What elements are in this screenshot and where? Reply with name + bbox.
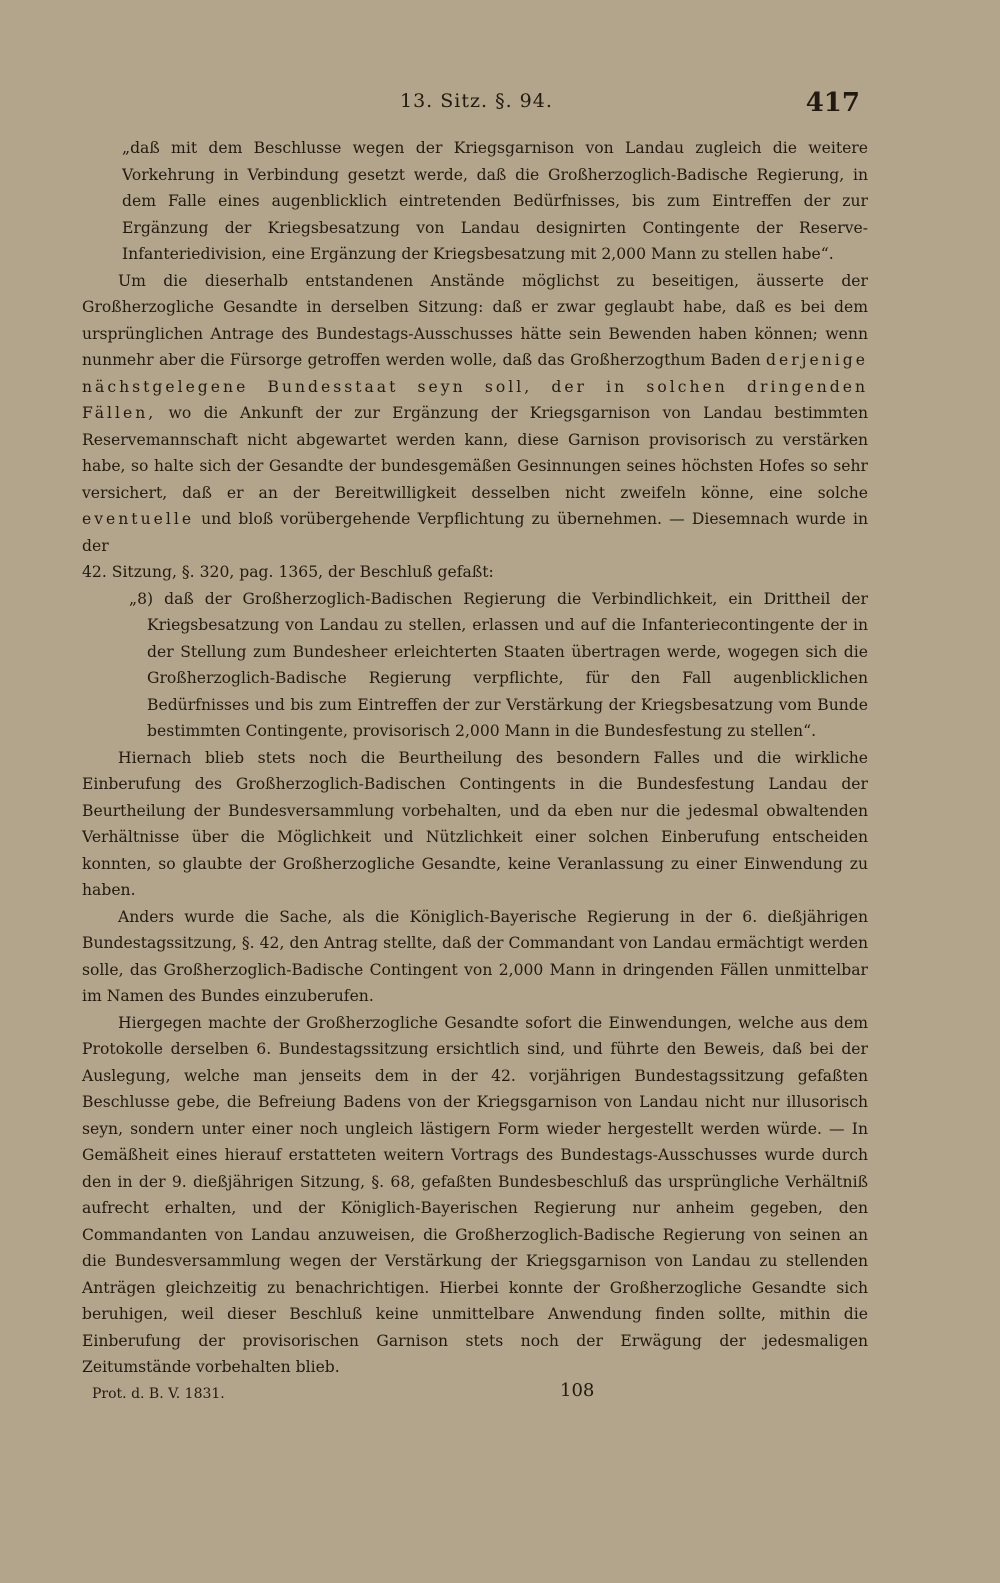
paragraph-text: Um die dieserhalb entstandenen Anstände möglichst zu beseitigen, äusserte der Großherzogliche Gesandte in derselben Sitzung: daß er zwar geglaubt habe, daß es bei dem ursprünglichen Antrage des Bundestags-Ausschusses hätte sein Bewenden haben können; wenn nunmehr aber die Fürsorge getroffen werden wolle, daß das Großherzogthum Baden: [82, 271, 868, 369]
page-footer: [82, 1380, 868, 1410]
signature-mark: Prot. d. B. V. 1831.: [92, 1386, 225, 1402]
spaced-emphasis: eventuelle: [82, 510, 195, 528]
paragraph-bavarian-motion: Anders wurde die Sache, als die Königlich-Bayerische Regierung in der 6. dießjährigen Bundestagssitzung, §. 42, den Antrag stellte, daß der Commandant von Landau ermächtigt werden solle, das Großherzoglich-Badische Contingent von 2,000 Mann in dringenden Fällen unmittelbar im Namen des Bundes einzuberufen.: [82, 907, 868, 1005]
sheet-number: 108: [560, 1380, 595, 1401]
session-reference: 42. Sitzung, §. 320, pag. 1365, der Beschluß gefaßt:: [82, 563, 494, 581]
paragraph-assessment: Hiernach blieb stets noch die Beurtheilung des besondern Falles und die wirkliche Einberufung des Großherzoglich-Badischen Contingents in die Bundesfestung Landau der Beurtheilung der Bundesversammlung vorbehalten, und da eben nur die jedesmal obwaltenden Verhältnisse über die Möglichkeit und Nützlichkeit einer solchen Einberufung entscheiden konnten, so glaubte der Großherzogliche Gesandte, keine Veranlassung zu einer Einwendung zu haben.: [82, 748, 868, 899]
paragraph-text: wo die Ankunft der zur Ergänzung der Kriegsgarnison von Landau bestimmten Reservemannschaft nicht abgewartet werden kann, diese Garnison provisorisch zu verstärken habe, so halte sich der Gesandte der bundesgemäßen Gesinnungen seines höchsten Hofes so sehr versichert, daß er an der Bereitwilligkeit desselben nicht zweifeln könne, eine solche: [82, 404, 868, 502]
body-text: [82, 135, 868, 1381]
page-header: [0, 88, 1000, 128]
paragraph-objections: Hiergegen machte der Großherzogliche Gesandte sofort die Einwendungen, welche aus dem Protokolle derselben 6. Bundestagssitzung ersichtlich sind, und führte den Beweis, daß bei der Auslegung, welche man jenseits dem in der 42. vorjährigen Bundestagssitzung gefaßten Beschlusse gebe, die Befreiung Badens von der Kriegsgarnison von Landau nicht nur illusorisch seyn, sondern unter einer noch ungleich lästigern Form wieder hergestellt werden würde. — In Gemäßheit eines hierauf erstatteten weitern Vortrags des Bundestags-Ausschusses wurde durch den in der 9. dießjährigen Sitzung, §. 68, gefaßten Bundesbeschluß das ursprüngliche Verhältniß aufrecht erhalten, und der Königlich-Bayerischen Regierung nur anheim gegeben, den Commandanten von Landau anzuweisen, die Großherzoglich-Badische Regierung von seinen an die Bundesversammlung wegen der Verstärkung der Kriegsgarnison von Landau zu stellenden Anträgen gleichzeitig zu benachrichtigen. Hierbei konnte der Großherzogliche Gesandte sich beruhigen, weil dieser Beschluß keine unmittelbare Anwendung finden sollte, mithin die Einberufung der provisorischen Garnison stets noch der Erwägung der jedesmaligen Zeitumstände vorbehalten blieb.: [82, 1013, 868, 1376]
spaced-emphasis: derjenige nächstgelegene Bundesstaat seyn soll, der in solchen dringenden Fällen,: [82, 351, 868, 422]
quoted-resolution-8: „8) daß der Großherzoglich-Badischen Regierung die Verbindlichkeit, ein Drittheil der Kriegsbesatzung von Landau zu stellen, erlassen und auf die Infanteriecontingente der in der Stellung zum Bundesheer erleichterten Staaten übertragen werde, wogegen sich die Großherzoglich-Badische Regierung verpflichte, für den Fall augenblicklichen Bedürfnisses und bis zum Eintreffen der zur Verstärkung der Kriegsbesatzung vom Bunde bestimmten Contingente, provisorisch 2,000 Mann in die Bundesfestung zu stellen“.: [129, 589, 868, 740]
running-head: 13. Sitz. §. 94.: [400, 90, 553, 112]
page-number: 417: [805, 88, 860, 118]
paragraph-envoy-statement: [82, 268, 868, 560]
quoted-resolution-1: „daß mit dem Beschlusse wegen der Kriegsgarnison von Landau zugleich die weitere Vorkehrung in Verbindung gesetzt werde, daß die Großherzoglich-Badische Regierung, in dem Falle eines augenblicklich eintretenden Bedürfnisses, bis zum Eintreffen der zur Ergänzung der Kriegsbesatzung von Landau designirten Contingente der Reserve-Infanteriedivision, eine Ergänzung der Kriegsbesatzung mit 2,000 Mann zu stellen habe“.: [122, 139, 868, 263]
paragraph-text: und bloß vorübergehende Verpflichtung zu übernehmen. — Diesemnach wurde in der: [82, 510, 868, 555]
